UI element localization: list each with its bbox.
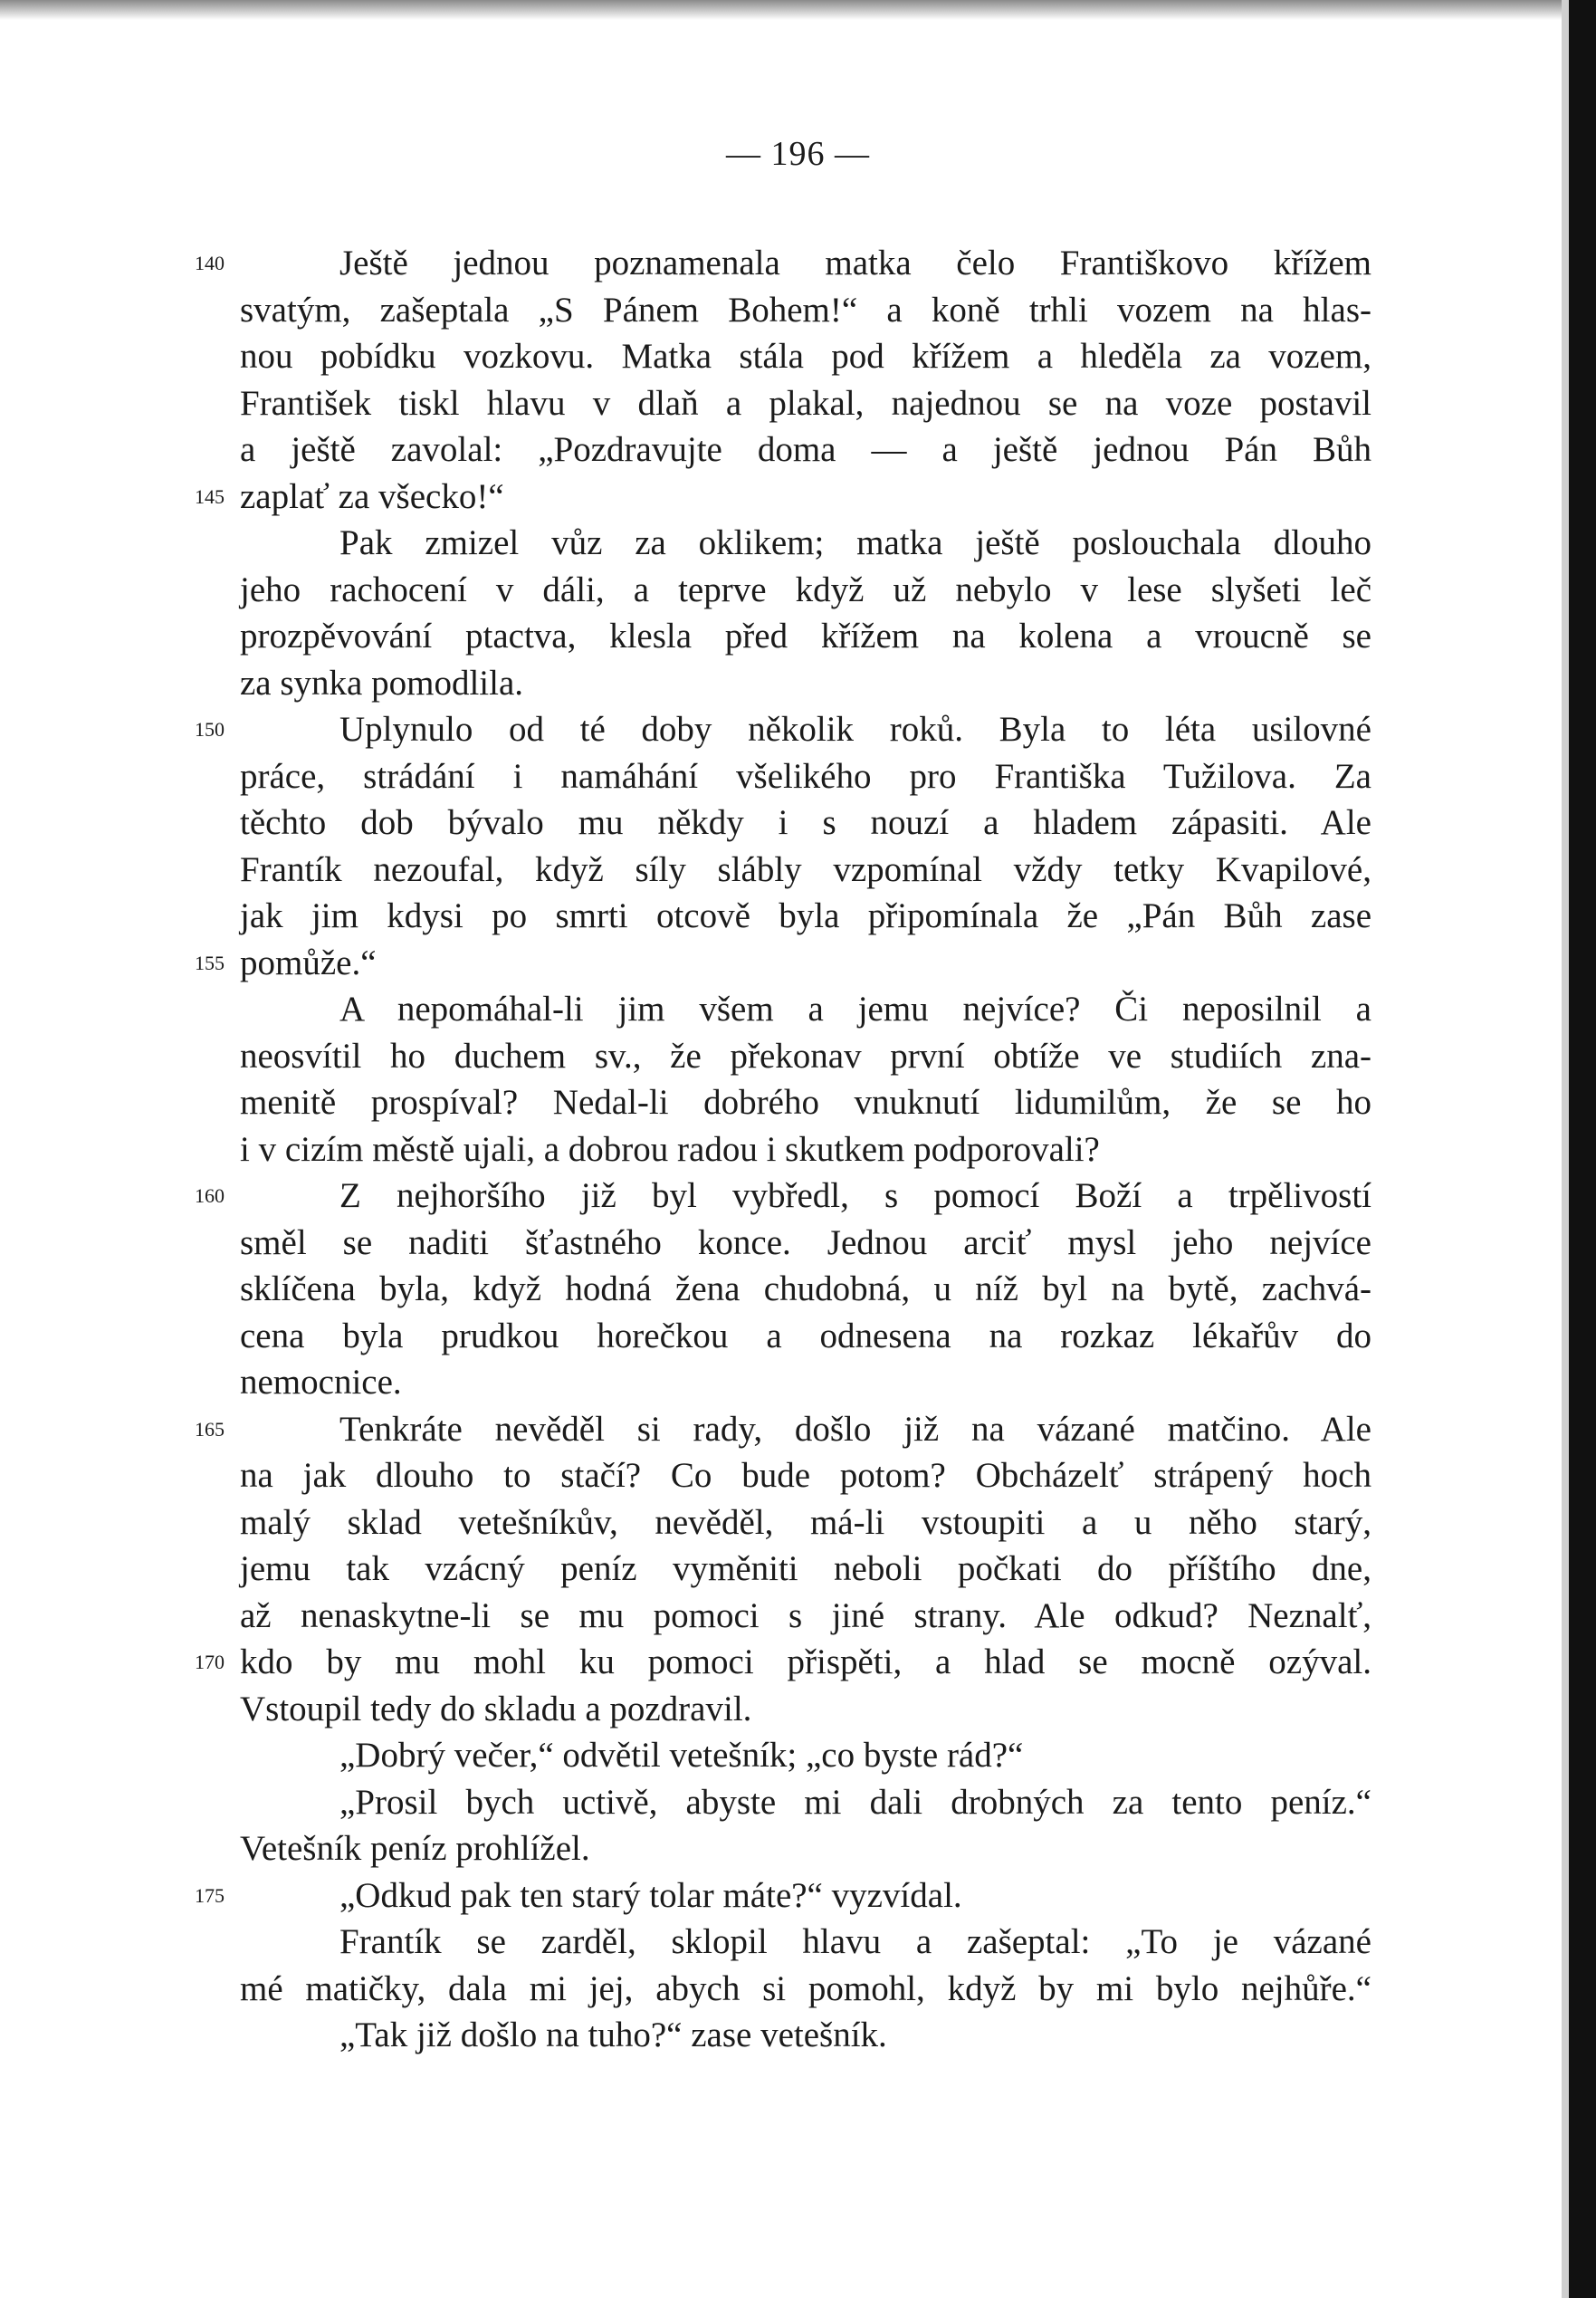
line-text: zaplať za všecko!“ — [240, 476, 504, 516]
line-text: nou pobídku vozkovu. Matka stála pod křížem a hleděla za vozem, — [240, 337, 1371, 376]
line-text: jak jim kdysi po smrti otcově byla připomínala že „Pán Bůh zase — [240, 896, 1371, 935]
line-text: směl se naditi šťastného konce. Jednou arciť mysl jeho nejvíce — [240, 1222, 1371, 1262]
text-line — [240, 380, 1371, 427]
line-text: mé matičky, dala mi jej, abych si pomohl, když by mi bylo nejhůře.“ — [240, 1968, 1371, 2008]
line-text: „Tak již došlo na tuho?“ zase vetešník. — [339, 2016, 887, 2054]
text-block — [195, 240, 1371, 2059]
text-line — [195, 1639, 1371, 1686]
line-number: 160 — [195, 1184, 225, 1207]
line-text: Tenkráte nevěděl si rady, došlo již na vázané matčino. Ale — [339, 1409, 1371, 1449]
line-text: „Dobrý večer,“ odvětil vetešník; „co byste rád?“ — [339, 1736, 1024, 1775]
text-line — [240, 567, 1371, 614]
line-text: menitě prospíval? Nedal-li dobrého vnuknutí lidumilům, že se ho — [240, 1083, 1371, 1122]
line-text: Vstoupil tedy do skladu a pozdravil. — [240, 1689, 752, 1728]
line-text: a ještě zavolal: „Pozdravujte doma — a ještě jednou Pán Bůh — [240, 430, 1371, 469]
text-line — [240, 1825, 1371, 1872]
line-text: jemu tak vzácný peníz vyměniti neboli počkati do příštího dne, — [240, 1549, 1371, 1588]
scan-edge-top — [0, 0, 1596, 20]
text-line — [240, 986, 1371, 1033]
line-number: 150 — [195, 718, 225, 741]
text-line — [195, 240, 1371, 287]
line-text: Z nejhoršího již byl vybředl, s pomocí Boží a trpělivostí — [339, 1176, 1371, 1215]
text-line — [195, 1872, 1371, 1920]
text-line — [240, 1313, 1371, 1360]
line-text: „Odkud pak ten starý tolar máte?“ vyzvídal. — [339, 1875, 962, 1915]
text-line — [240, 1686, 1371, 1733]
line-text: neosvítil ho duchem sv., že překonav první obtíže ve studiích zna- — [240, 1036, 1371, 1076]
text-line — [240, 800, 1371, 847]
line-text: těchto dob bývalo mu někdy i s nouzí a hladem zápasiti. Ale — [240, 803, 1371, 842]
text-line — [240, 1033, 1371, 1080]
text-line — [240, 1359, 1371, 1406]
line-text: Vetešník peníz prohlížel. — [240, 1829, 590, 1868]
line-text: pomůže.“ — [240, 943, 377, 982]
text-line — [240, 1779, 1371, 1826]
text-line — [240, 1266, 1371, 1313]
line-text: jeho rachocení v dáli, a teprve když už nebylo v lese slyšeti leč — [240, 570, 1371, 609]
text-line — [240, 1499, 1371, 1546]
text-line — [240, 660, 1371, 707]
text-line — [240, 1126, 1371, 1173]
text-line — [240, 1220, 1371, 1267]
text-line — [195, 706, 1371, 753]
line-text: kdo by mu mohl ku pomoci přispěti, a hlad se mocně ozýval. — [240, 1642, 1371, 1681]
line-number: 155 — [195, 951, 225, 974]
line-number: 170 — [195, 1651, 225, 1673]
line-text: prozpěvování ptactva, klesla před křížem na kolena a vroucně se — [240, 617, 1371, 656]
text-line — [240, 1966, 1371, 2013]
line-text: Frantík se zarděl, sklopil hlavu a zašeptal: „To je vázané — [339, 1922, 1371, 1961]
text-line — [240, 520, 1371, 567]
line-text: svatým, zašeptala „S Pánem Bohem!“ a koně trhli vozem na hlas- — [240, 290, 1371, 330]
line-number: 165 — [195, 1417, 225, 1441]
text-line — [195, 940, 1371, 987]
text-line — [240, 287, 1371, 334]
scan-edge-right-inner — [1562, 0, 1569, 2298]
page-number: — 196 — — [726, 135, 870, 173]
line-text: František tiskl hlavu v dlaň a plakal, najednou se na voze postavil — [240, 383, 1371, 423]
line-number: 175 — [195, 1883, 225, 1907]
text-line — [240, 847, 1371, 894]
scan-edge-right — [1569, 0, 1596, 2298]
line-text: práce, strádání i namáhání všelikého pro Františka Tužilova. Za — [240, 756, 1371, 796]
text-line — [240, 2012, 1371, 2059]
text-line — [240, 1546, 1371, 1593]
text-line — [240, 1919, 1371, 1966]
text-line — [240, 1079, 1371, 1126]
line-text: cena byla prudkou horečkou a odnesena na rozkaz lékařův do — [240, 1316, 1371, 1355]
line-text: i v cizím městě ujali, a dobrou radou i skutkem podporovali? — [240, 1129, 1100, 1169]
line-text: Ještě jednou poznamenala matka čelo Františkovo křížem — [339, 244, 1371, 282]
text-line — [240, 1593, 1371, 1640]
line-text: „Prosil bych uctivě, abyste mi dali drobných za tento peníz.“ — [339, 1782, 1371, 1822]
line-text: na jak dlouho to stačí? Co bude potom? Obcházelť strápený hoch — [240, 1456, 1371, 1495]
line-text: za synka pomodlila. — [240, 663, 524, 703]
line-text: nemocnice. — [240, 1363, 402, 1402]
text-line — [240, 426, 1371, 474]
text-line — [240, 1452, 1371, 1499]
text-line — [240, 753, 1371, 800]
text-line — [240, 613, 1371, 660]
line-text: až nenaskytne-li se mu pomoci s jiné strany. Ale odkud? Neznalť, — [240, 1595, 1371, 1635]
line-text: sklíčena byla, když hodná žena chudobná, u níž byl na bytě, zachvá- — [240, 1269, 1371, 1308]
line-number: 145 — [195, 484, 225, 508]
line-text: malý sklad vetešníkův, nevěděl, má-li vstoupiti a u něho starý, — [240, 1502, 1371, 1542]
line-text: Pak zmizel vůz za oklikem; matka ještě poslouchala dlouho — [339, 523, 1371, 562]
line-number: 140 — [195, 252, 225, 274]
text-line — [195, 474, 1371, 521]
text-line — [240, 893, 1371, 940]
line-text: Uplynulo od té doby několik roků. Byla to léta usilovné — [339, 710, 1371, 749]
line-text: Frantík nezoufal, když síly slábly vzpomínal vždy tetky Kvapilové, — [240, 849, 1371, 889]
text-line — [195, 1406, 1371, 1453]
text-line — [240, 1732, 1371, 1779]
text-line — [195, 1173, 1371, 1220]
line-text: A nepomáhal-li jim všem a jemu nejvíce? Či neposilnil a — [339, 990, 1371, 1029]
text-line — [240, 333, 1371, 380]
